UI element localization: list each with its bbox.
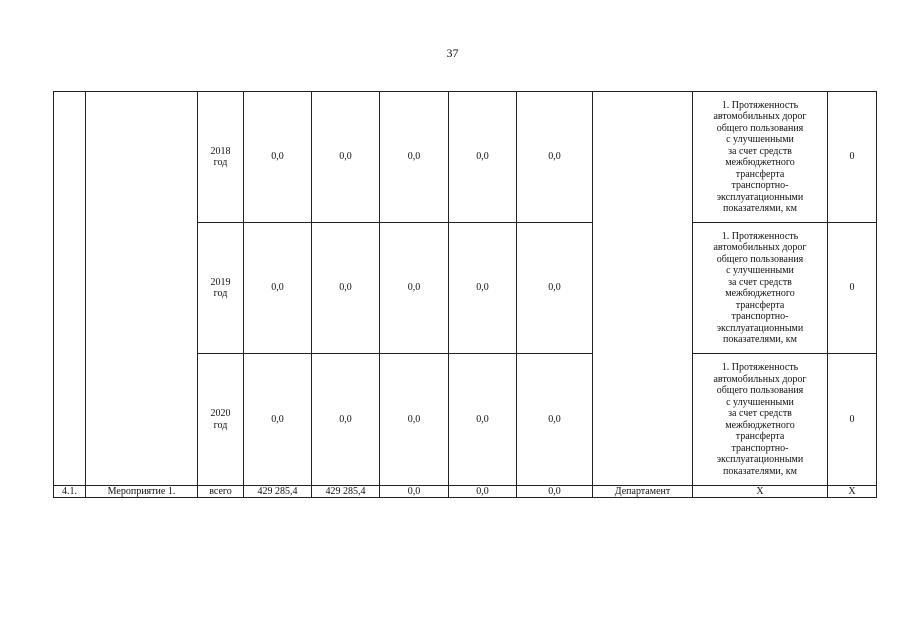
indicator-line: автомобильных дорог (713, 111, 807, 122)
name-cell-merged (86, 92, 198, 486)
indicator-value-cell: 0 (828, 354, 877, 486)
value-cell: 0,0 (312, 223, 380, 354)
value-cell: 0,0 (312, 92, 380, 223)
year-value: 2018 (210, 145, 231, 157)
value-cell: 0,0 (449, 92, 517, 223)
value-cell: 0,0 (380, 354, 449, 486)
indicator-line: автомобильных дорог (713, 373, 807, 385)
indicator-line: общего пользования (716, 385, 804, 396)
indicator-line: показателями, км (723, 465, 797, 477)
year-cell (198, 223, 244, 354)
indicator-line: с улучшенными (726, 265, 794, 276)
value-cell: 0,0 (517, 92, 593, 223)
indicator-line: 1. Протяженность (721, 99, 799, 111)
indicator-line: транспортно- (731, 180, 789, 191)
indicator-line: показателями, км (723, 203, 797, 214)
year-value: 2019 (210, 276, 231, 288)
indicator-cell (693, 223, 828, 354)
indicator-line: 1. Протяженность (721, 362, 799, 373)
year-unit: год (213, 288, 228, 299)
value-cell: 0,0 (244, 354, 312, 486)
value-cell: 0,0 (312, 354, 380, 486)
value-cell: 429 285,4 (312, 486, 380, 498)
year-unit: год (213, 157, 228, 168)
indicator-line: эксплуатационными (716, 191, 804, 203)
indicator-line: трансферта (735, 168, 785, 180)
indicator-line: за счет средств (728, 276, 792, 288)
executor-cell-merged (593, 92, 693, 486)
year-cell (198, 354, 244, 486)
value-cell: 0,0 (244, 223, 312, 354)
indicator-line: межбюджетного (725, 419, 795, 431)
value-cell: 0,0 (449, 354, 517, 486)
indicator-value-cell: 0 (828, 223, 877, 354)
value-cell: 429 285,4 (244, 486, 312, 498)
indicator-line: общего пользования (716, 122, 804, 134)
value-cell: 0,0 (380, 223, 449, 354)
indicator-line: трансферта (735, 431, 785, 442)
indicator-line: транспортно- (731, 442, 789, 454)
year-cell (198, 92, 244, 223)
indicator-value-cell: X (828, 486, 877, 498)
value-cell: 0,0 (380, 486, 449, 498)
indicator-line: межбюджетного (725, 288, 795, 299)
indicator-line: за счет средств (728, 408, 792, 419)
value-cell: 0,0 (517, 223, 593, 354)
indicator-cell (693, 354, 828, 486)
indicator-cell (693, 92, 828, 223)
program-table (53, 91, 877, 498)
indicator-cell: X (693, 486, 828, 498)
indicator-line: общего пользования (716, 253, 804, 265)
year-value: 2020 (210, 408, 231, 419)
row-number-cell: 4.1. (54, 486, 86, 498)
indicator-line: с улучшенными (726, 396, 794, 408)
table-row-2018 (54, 92, 877, 223)
indicator-value-cell: 0 (828, 92, 877, 223)
activity-name-cell: Мероприятие 1. (86, 486, 198, 498)
indicator-line: межбюджетного (725, 157, 795, 168)
indicator-line: транспортно- (731, 311, 789, 322)
value-cell: 0,0 (244, 92, 312, 223)
value-cell: 0,0 (380, 92, 449, 223)
value-cell: 0,0 (449, 223, 517, 354)
indicator-line: трансферта (735, 299, 785, 311)
indicator-line: с улучшенными (726, 134, 794, 145)
indicator-line: эксплуатационными (716, 322, 804, 334)
year-unit: год (213, 419, 228, 431)
indicator-line: автомобильных дорог (713, 242, 807, 253)
executor-cell: Департамент (593, 486, 693, 498)
indicator-line: эксплуатационными (716, 454, 804, 465)
value-cell: 0,0 (517, 486, 593, 498)
period-cell: всего (198, 486, 244, 498)
number-cell-merged (54, 92, 86, 486)
indicator-line: за счет средств (728, 145, 792, 157)
value-cell: 0,0 (449, 486, 517, 498)
indicator-line: показателями, км (723, 334, 797, 345)
value-cell: 0,0 (517, 354, 593, 486)
page-number: 37 (446, 46, 459, 60)
indicator-line: 1. Протяженность (721, 230, 799, 242)
table-row-activity (54, 486, 877, 498)
